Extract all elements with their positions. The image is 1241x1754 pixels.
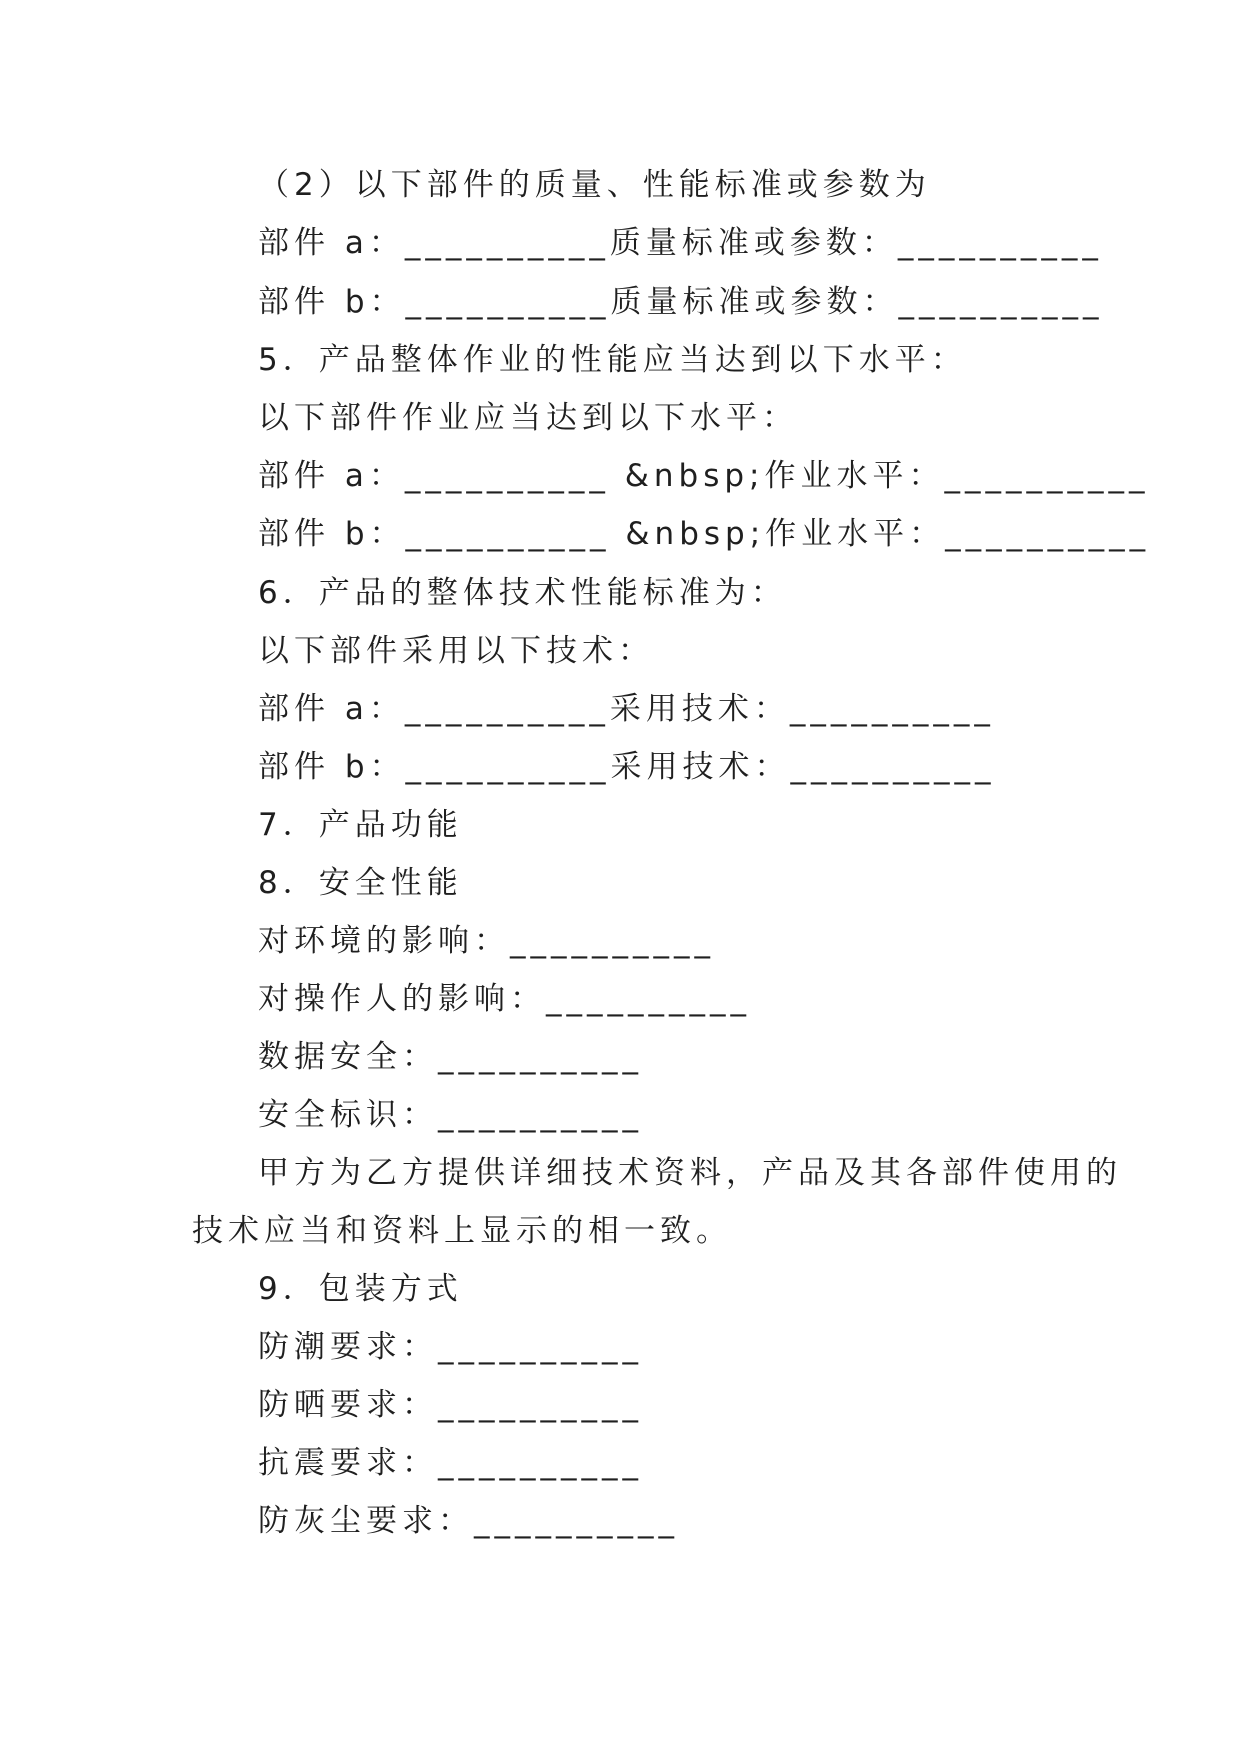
environment-impact-line: 对环境的影响：__________ bbox=[258, 923, 715, 959]
dust-protection-requirement-line: 防灰尘要求：__________ bbox=[258, 1503, 679, 1539]
moisture-requirement-line: 防潮要求：__________ bbox=[258, 1329, 643, 1365]
clause-2-heading: （2）以下部件的质量、性能标准或参数为 bbox=[258, 167, 931, 203]
operator-impact-line: 对操作人的影响：__________ bbox=[258, 981, 751, 1017]
shock-resistance-requirement-line: 抗震要求：__________ bbox=[258, 1445, 643, 1481]
part-b-quality-line: 部件 b：__________质量标准或参数：__________ bbox=[258, 284, 1104, 320]
technical-data-paragraph-line-1: 甲方为乙方提供详细技术资料，产品及其各部件使用的 bbox=[258, 1155, 1122, 1191]
section-9-heading: 9．包装方式 bbox=[258, 1271, 463, 1307]
part-a-technology-line: 部件 a：__________采用技术：__________ bbox=[258, 691, 995, 727]
sun-protection-requirement-line: 防晒要求：__________ bbox=[258, 1387, 643, 1423]
part-b-technology-line: 部件 b：__________采用技术：__________ bbox=[258, 749, 996, 785]
section-6-subheading: 以下部件采用以下技术： bbox=[258, 633, 654, 669]
section-5-subheading: 以下部件作业应当达到以下水平： bbox=[258, 400, 798, 436]
section-8-heading: 8．安全性能 bbox=[258, 865, 463, 901]
section-6-heading: 6．产品的整体技术性能标准为： bbox=[258, 575, 787, 611]
data-security-line: 数据安全：__________ bbox=[258, 1039, 643, 1075]
part-a-operation-line: 部件 a：__________ &nbsp;作业水平：__________ bbox=[258, 458, 1150, 494]
part-b-operation-line: 部件 b：__________ &nbsp;作业水平：__________ bbox=[258, 516, 1151, 552]
section-5-heading: 5．产品整体作业的性能应当达到以下水平： bbox=[258, 342, 967, 378]
part-a-quality-line: 部件 a：__________质量标准或参数：__________ bbox=[258, 225, 1103, 261]
technical-data-paragraph-line-2: 技术应当和资料上显示的相一致。 bbox=[192, 1213, 732, 1249]
section-7-heading: 7．产品功能 bbox=[258, 807, 463, 843]
safety-marking-line: 安全标识：__________ bbox=[258, 1097, 643, 1133]
